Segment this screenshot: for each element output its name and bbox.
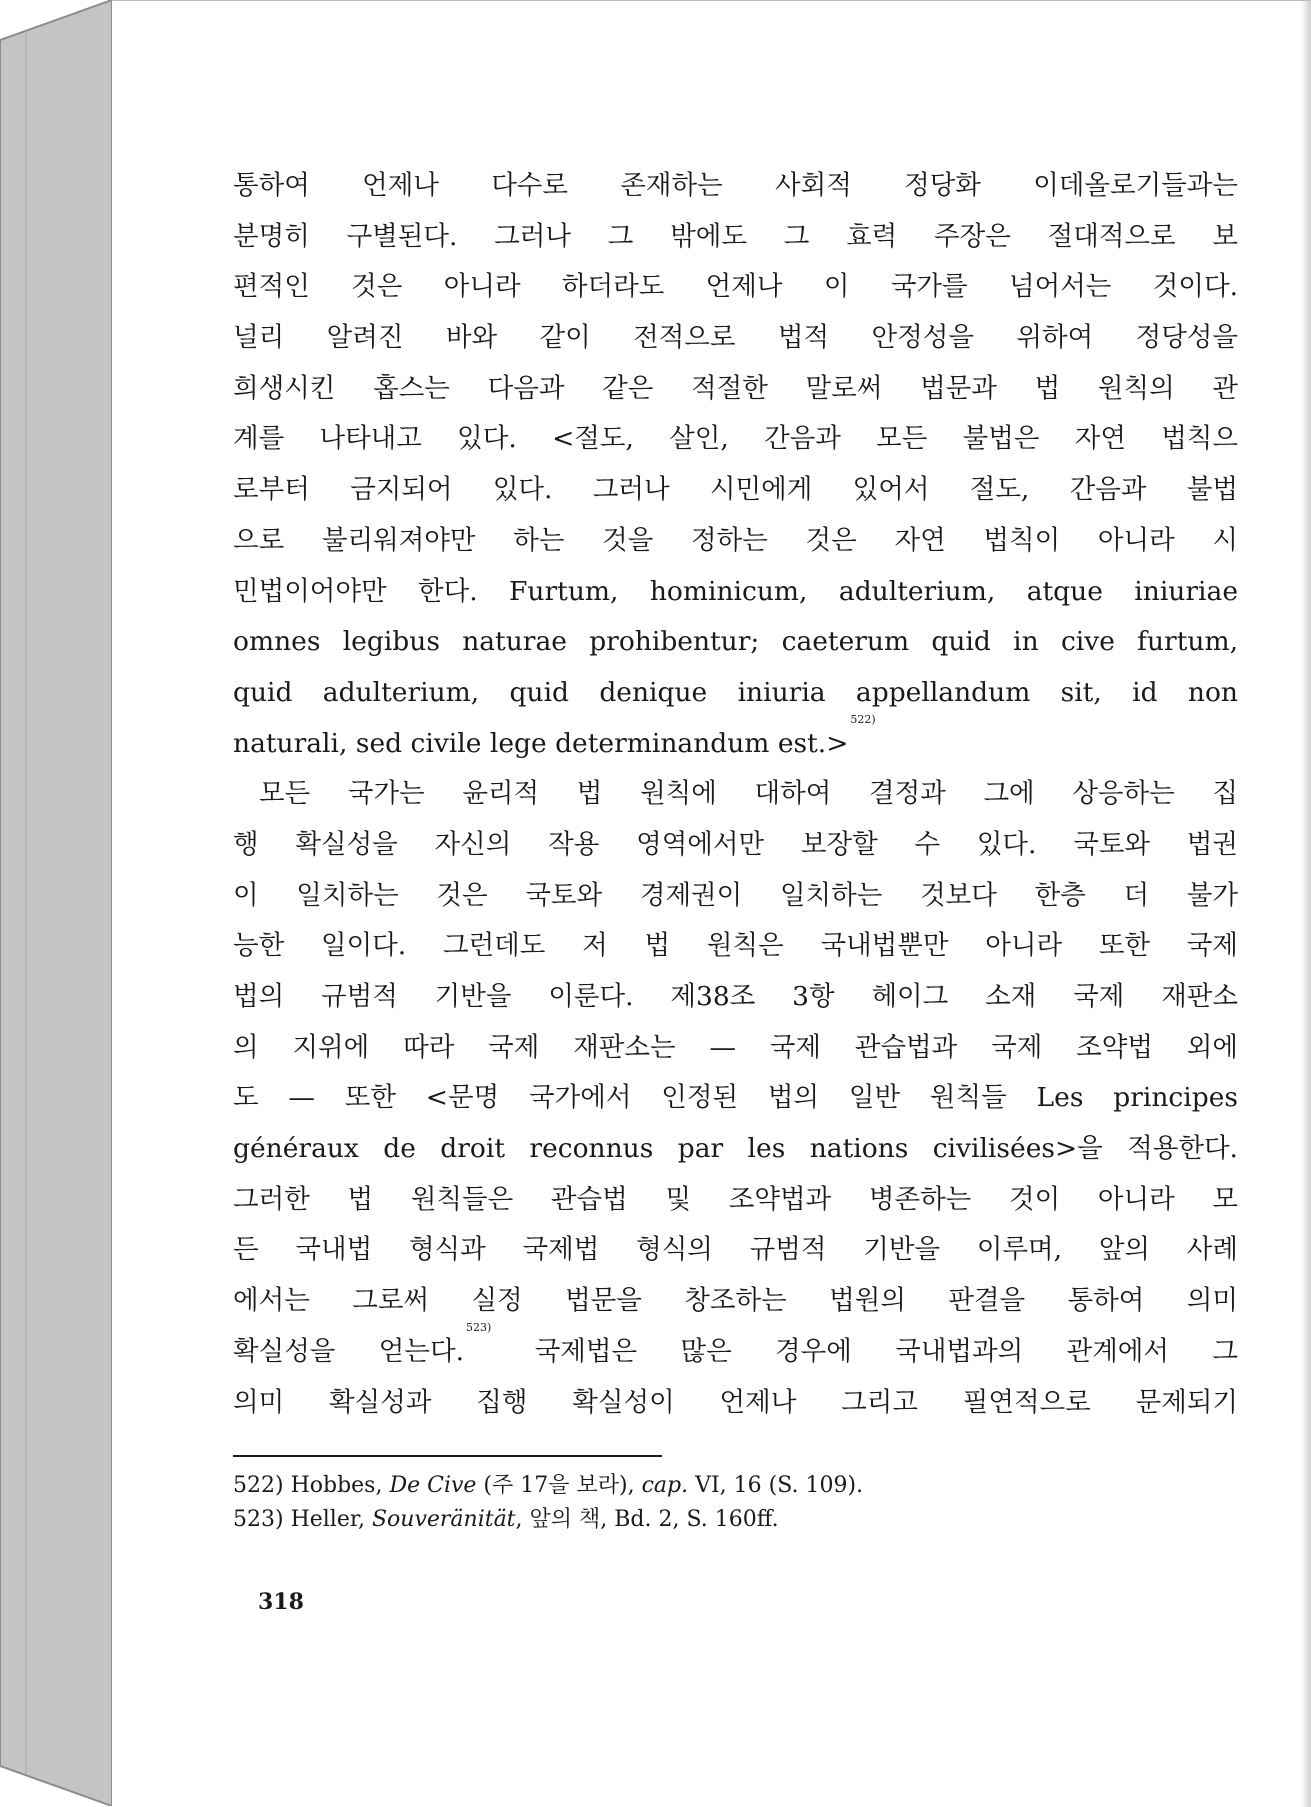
text-line-content: 확실성을 얻는다.	[233, 1335, 464, 1367]
text-line: 그러한 법 원칙들은 관습법 및 조약법과 병존하는 것이 아니라 모	[233, 1183, 1238, 1215]
footnote-text: VI, 16 (S. 109).	[688, 1473, 864, 1498]
text-line: 이 일치하는 것은 국토와 경제권이 일치하는 것보다 한층 더 불가	[233, 879, 1238, 911]
footnote-text: , 앞의 책, Bd. 2, S. 160ff.	[515, 1507, 779, 1532]
text-line: 능한 일이다. 그런데도 저 법 원칙은 국내법뿐만 아니라 또한 국제	[233, 930, 1238, 962]
text-line: 행 확실성을 자신의 작용 영역에서만 보장할 수 있다. 국토와 법권	[233, 828, 1238, 860]
text-line: 희생시킨 홉스는 다음과 같은 적절한 말로써 법문과 법 원칙의 관	[233, 372, 1238, 404]
footnote-text: (주 17을 보라),	[476, 1473, 642, 1498]
footnote-work-title: De Cive	[389, 1473, 477, 1498]
text-line: 든 국내법 형식과 국제법 형식의 규범적 기반을 이루며, 앞의 사례	[233, 1234, 1238, 1266]
footnotes	[233, 1469, 1233, 1537]
text-line: 널리 알려진 바와 같이 전적으로 법적 안정성을 위하여 정당성을	[233, 322, 1238, 354]
footnote-divider	[233, 1455, 662, 1457]
text-line: 분명히 구별된다. 그러나 그 밖에도 그 효력 주장은 절대적으로 보	[233, 220, 1238, 252]
footnote-ref-522: 522)	[850, 712, 876, 726]
text-line: généraux de droit reconnus par les nations civilisées>을 적용한다.	[233, 1133, 1238, 1165]
page-edge-shadow	[1301, 1, 1311, 1807]
book-page	[112, 0, 1311, 1807]
text-line: 모든 국가는 윤리적 법 원칙에 대하여 결정과 그에 상응하는 집	[259, 778, 1238, 810]
text-line: 의미 확실성과 집행 확실성이 언제나 그리고 필연적으로 문제되기	[233, 1386, 1238, 1418]
text-line	[233, 712, 1238, 770]
text-line: 에서는 그로써 실정 법문을 창조하는 법원의 판결을 통하여 의미	[233, 1285, 1238, 1317]
page-number: 318	[258, 1589, 304, 1615]
footnote-text: 522) Hobbes,	[233, 1473, 390, 1498]
footnote-abbreviation: cap.	[641, 1473, 689, 1498]
text-line: 의 지위에 따라 국제 재판소는 — 국제 관습법과 국제 조약법 외에	[233, 1031, 1238, 1063]
text-line: 으로 불리워져야만 하는 것을 정하는 것은 자연 법칙이 아니라 시	[233, 524, 1238, 556]
text-line: 계를 나타내고 있다. <절도, 살인, 간음과 모든 불법은 자연 법칙으	[233, 423, 1238, 455]
text-line: quid adulterium, quid denique iniuria appellandum sit, id non	[233, 676, 1238, 708]
text-line: 법의 규범적 기반을 이룬다. 제38조 3항 헤이그 소재 국제 재판소	[233, 981, 1238, 1012]
footnote-ref-523: 523)	[466, 1320, 492, 1334]
text-line: 로부터 금지되어 있다. 그러나 시민에게 있어서 절도, 간음과 불법	[233, 474, 1238, 506]
body-text	[233, 161, 1238, 1428]
text-line: omnes legibus naturae prohibentur; caeterum quid in cive furtum,	[233, 626, 1238, 658]
text-line-content: 국제법은 많은 경우에 국내법과의 관계에서 그	[534, 1335, 1238, 1367]
footnote-522	[233, 1469, 1233, 1503]
footnote-523	[233, 1503, 1233, 1537]
text-line-content: naturali, sed civile lege determinandum est.>	[233, 727, 849, 759]
text-line: 통하여 언제나 다수로 존재하는 사회적 정당화 이데올로기들과는	[233, 170, 1238, 201]
text-line: 민법이어야만 한다. Furtum, hominicum, adulterium, atque iniuriae	[233, 575, 1238, 607]
text-line: 편적인 것은 아니라 하더라도 언제나 이 국가를 넘어서는 것이다.	[233, 271, 1238, 303]
book-spine	[0, 0, 112, 1806]
footnote-work-title: Souveränität	[371, 1507, 516, 1532]
text-line	[233, 1320, 1238, 1378]
footnote-text: 523) Heller,	[233, 1507, 372, 1532]
text-line: 도 — 또한 <문명 국가에서 인정된 법의 일반 원칙들 Les principes	[233, 1082, 1238, 1114]
